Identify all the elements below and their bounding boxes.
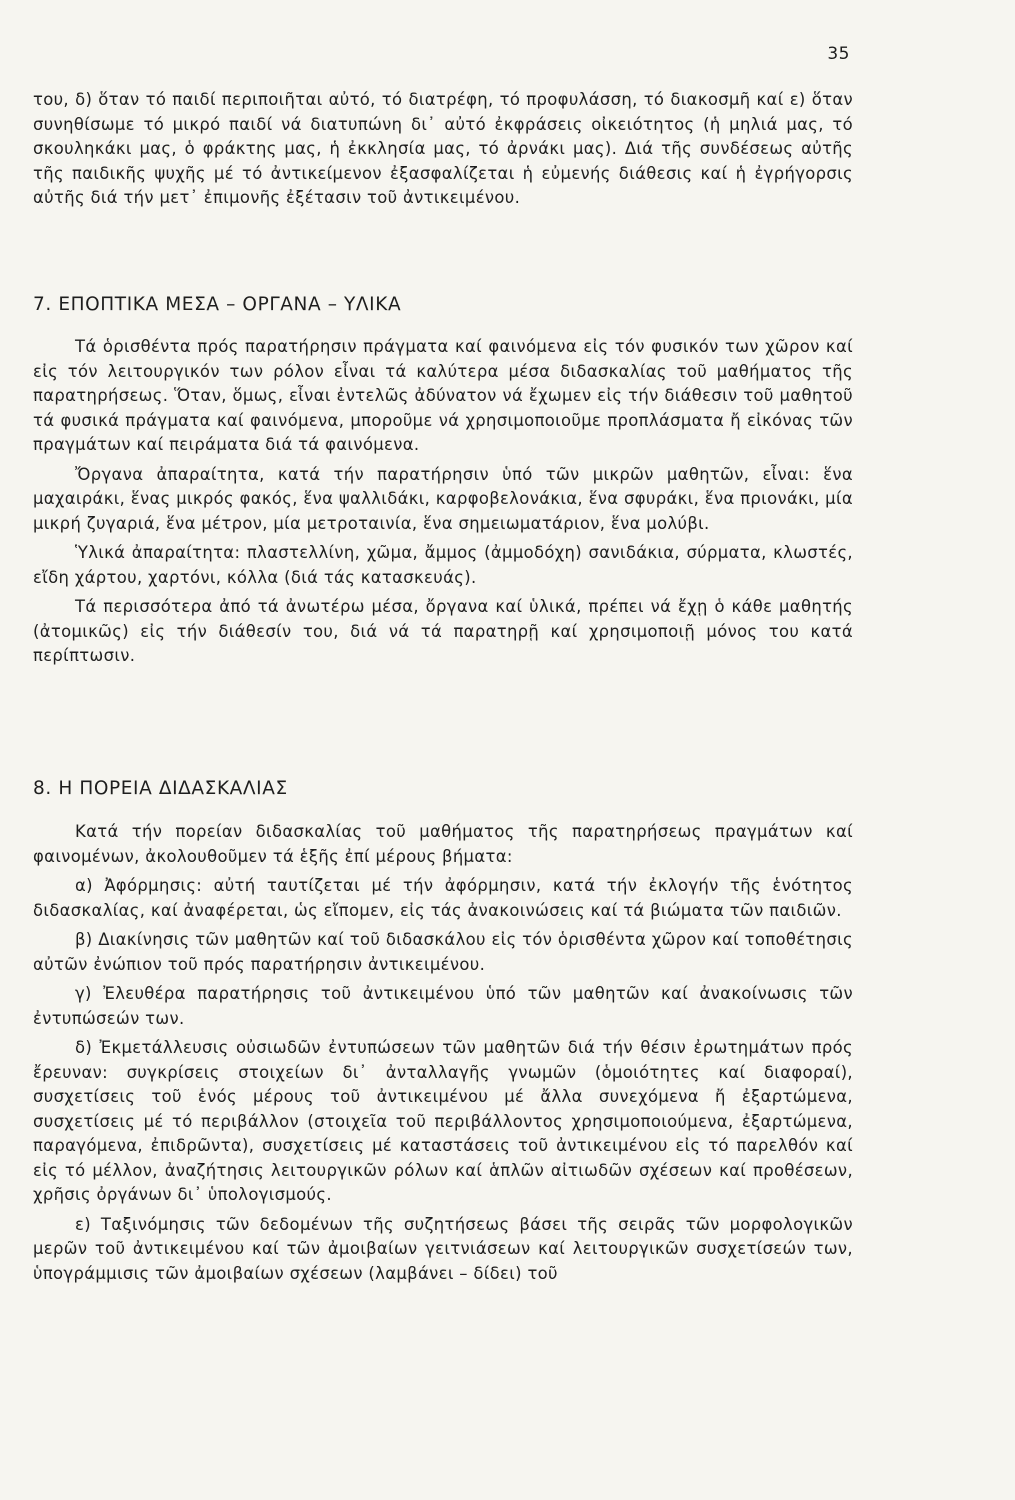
list-item: γ) Ἐλευθέρα παρατήρησις τοῦ ἀντικειμένου ὑπό τῶν μαθητῶν καί ἀνακοίνωσις τῶν ἐντυπώσεών των.: [33, 984, 853, 1028]
paragraph: Τά ὁρισθέντα πρός παρατήρησιν πράγματα καί φαινόμενα εἰς τόν φυσικόν των χῶρον καί εἰς τόν λειτουργικόν των ρόλον εἶναι τά καλύτερα μέσα διδασκαλίας τοῦ μαθήματος τῆς παρατηρήσεως. Ὅταν, ὅμως, εἶναι ἐντελῶς ἀδύνατον νά ἔχωμεν εἰς τήν διάθεσιν τοῦ μαθητοῦ τά φυσικά πράγματα καί φαινόμενα, μποροῦμε νά χρησιμοποιοῦμε προπλάσματα ἤ εἰκόνας τῶν πραγμάτων καί πειράματα διά τά φαινόμενα.: [33, 337, 853, 454]
section-7-heading: 7. ΕΠΟΠΤΙΚΑ ΜΕΣΑ – ΟΡΓΑΝΑ – ΥΛΙΚΑ: [33, 294, 402, 315]
section-8-body: [33, 820, 853, 1286]
list-item: ε) Ταξινόμησις τῶν δεδομένων τῆς συζητήσεως βάσει τῆς σειρᾶς τῶν μορφολογικῶν μερῶν τοῦ ἀντικειμένου καί τῶν ἀμοιβαίων γειτνιάσεων καί λειτουργικῶν συσχετίσεών των, ὑπογράμμισις τῶν ἀμοιβαίων σχέσεων (λαμβάνει – δίδει) τοῦ: [33, 1214, 853, 1283]
paragraph: Ὑλικά ἀπαραίτητα: πλαστελλίνη, χῶμα, ἄμμος (ἀμμοδόχη) σανιδάκια, σύρματα, κλωστές, εἴδη χάρτου, χαρτόνι, κόλλα (διά τάς κατασκευάς).: [33, 543, 853, 587]
paragraph: του, δ) ὅταν τό παιδί περιποιῆται αὐτό, τό διατρέφη, τό προφυλάσση, τό διακοσμῆ καί ε) ὅταν συνηθίσωμε τό μικρό παιδί νά διατυπώνη δι᾽ αὐτό ἐκφράσεις οἰκειότητος (ἡ μηλιά μας, τό σκουληκάκι μας, ὁ φράκτης μας, ἡ ἐκκλησία μας, τό ἀρνάκι μας). Διά τῆς συνδέσεως αὐτῆς τῆς παιδικῆς ψυχῆς μέ τό ἀντικείμενον ἐξασφαλίζεται ἡ εὐμενής διάθεσις καί ἡ ἐγρήγορσις αὐτῆς διά τήν μετ᾽ ἐπιμονῆς ἐξέτασιν τοῦ ἀντικειμένου.: [33, 90, 853, 207]
intro-continuation: [33, 88, 853, 211]
list-item: α) Ἀφόρμησις: αὐτή ταυτίζεται μέ τήν ἀφόρμησιν, κατά τήν ἐκλογήν τῆς ἑνότητος διδασκαλίας, καί ἀναφέρεται, ὡς εἴπομεν, εἰς τάς ἀνακοινώσεις καί τά βιώματα τῶν παιδιῶν.: [33, 876, 853, 920]
page-number: 35: [827, 44, 850, 64]
paragraph: Ὄργανα ἀπαραίτητα, κατά τήν παρατήρησιν ὑπό τῶν μικρῶν μαθητῶν, εἶναι: ἕνα μαχαιράκι, ἕνας μικρός φακός, ἕνα ψαλλιδάκι, καρφοβελονάκια, ἕνα σφυράκι, ἕνα πριονάκι, μία μικρή ζυγαριά, ἕνα μέτρον, μία μετροταινία, ἕνα σημειωματάριον, ἕνα μολύβι.: [33, 464, 853, 533]
paragraph: Τά περισσότερα ἀπό τά ἀνωτέρω μέσα, ὄργανα καί ὑλικά, πρέπει νά ἔχῃ ὁ κάθε μαθητής (ἀτομικῶς) εἰς τήν διάθεσίν του, διά νά τά παρατηρῇ καί χρησιμοποιῇ μόνος του κατά περίπτωσιν.: [33, 597, 853, 665]
list-item: β) Διακίνησις τῶν μαθητῶν καί τοῦ διδασκάλου εἰς τόν ὁρισθέντα χῶρον καί τοποθέτησις αὐτῶν ἐνώπιον τοῦ πρός παρατήρησιν ἀντικειμένου.: [33, 930, 853, 974]
paragraph: Κατά τήν πορείαν διδασκαλίας τοῦ μαθήματος τῆς παρατηρήσεως πραγμάτων καί φαινομένων, ἀκολουθοῦμεν τά ἑξῆς ἐπί μέρους βήματα:: [33, 822, 853, 866]
section-8-heading: 8. Η ΠΟΡΕΙΑ ΔΙΔΑΣΚΑΛΙΑΣ: [33, 778, 288, 799]
list-item: δ) Ἐκμετάλλευσις οὐσιωδῶν ἐντυπώσεων τῶν μαθητῶν διά τήν θέσιν ἐρωτημάτων πρός ἔρευναν: συγκρίσεις στοιχείων δι᾽ ἀνταλλαγῆς γνωμῶν (ὁμοιότητες καί διαφοραί), συσχετίσεις τοῦ ἑνός μέρους τοῦ ἀντικειμένου μέ ἄλλα συνεχόμενα ἤ ἐξαρτώμενα, συσχετίσεις μέ τό περιβάλλον (στοιχεῖα τοῦ περιβάλλοντος χρησιμοποιούμενα, ἐξαρτώμενα, παραγόμενα, ἐπιδρῶντα), συσχετίσεις μέ καταστάσεις τοῦ ἀντικειμένου εἰς τό παρελθόν καί εἰς τό μέλλον, ἀναζήτησις λειτουργικῶν ρόλων καί ἁπλῶν αἰτιωδῶν σχέσεων καί προθέσεων, χρῆσις ὀργάνων δι᾽ ὑπολογισμούς.: [33, 1038, 853, 1204]
section-7-body: [33, 335, 853, 669]
